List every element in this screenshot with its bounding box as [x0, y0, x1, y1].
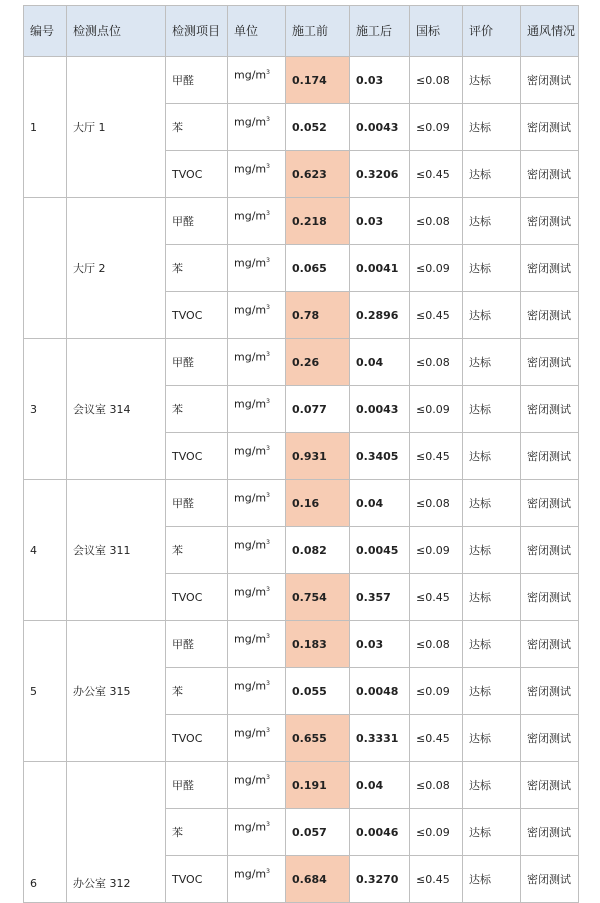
unit-text: mg/m — [234, 256, 267, 270]
before-value: 0.623 — [286, 151, 350, 198]
ventilation-value: 密闭测试 — [521, 386, 579, 433]
before-value: 0.057 — [286, 809, 350, 856]
unit-superscript: 3 — [266, 69, 270, 76]
unit-superscript: 3 — [266, 445, 270, 452]
unit-cell — [228, 292, 286, 339]
before-value: 0.26 — [286, 339, 350, 386]
table-row — [24, 198, 579, 245]
unit-superscript: 3 — [266, 586, 270, 593]
ventilation-value: 密闭测试 — [521, 433, 579, 480]
unit-cell — [228, 433, 286, 480]
standard-value: ≤0.09 — [410, 809, 463, 856]
after-value: 0.0048 — [350, 668, 410, 715]
unit-cell — [228, 245, 286, 292]
standard-value: ≤0.08 — [410, 198, 463, 245]
ventilation-value: 密闭测试 — [521, 245, 579, 292]
standard-value: ≤0.09 — [410, 245, 463, 292]
after-value: 0.03 — [350, 198, 410, 245]
unit-cell — [228, 198, 286, 245]
unit-cell — [228, 715, 286, 762]
ventilation-value: 密闭测试 — [521, 339, 579, 386]
before-value: 0.055 — [286, 668, 350, 715]
unit-superscript: 3 — [266, 210, 270, 217]
before-value: 0.754 — [286, 574, 350, 621]
before-value: 0.218 — [286, 198, 350, 245]
item-cell: TVOC — [166, 433, 228, 480]
unit-text: mg/m — [234, 632, 267, 646]
evaluation-value: 达标 — [463, 762, 521, 809]
header-unit: 单位 — [228, 6, 286, 57]
unit-cell — [228, 151, 286, 198]
item-cell: 甲醛 — [166, 762, 228, 809]
ventilation-value: 密闭测试 — [521, 809, 579, 856]
evaluation-value: 达标 — [463, 856, 521, 903]
unit-superscript: 3 — [266, 727, 270, 734]
row-number: 3 — [24, 339, 67, 480]
table-row — [24, 762, 579, 809]
location-cell: 会议室 311 — [67, 480, 166, 621]
evaluation-value: 达标 — [463, 151, 521, 198]
unit-text: mg/m — [234, 867, 267, 881]
unit-text: mg/m — [234, 491, 267, 505]
before-value: 0.684 — [286, 856, 350, 903]
before-value: 0.077 — [286, 386, 350, 433]
before-value: 0.931 — [286, 433, 350, 480]
after-value: 0.357 — [350, 574, 410, 621]
unit-superscript: 3 — [266, 633, 270, 640]
table-row — [24, 339, 579, 386]
air-quality-table — [23, 5, 579, 903]
unit-superscript: 3 — [266, 398, 270, 405]
after-value: 0.0046 — [350, 809, 410, 856]
table-row — [24, 621, 579, 668]
table-row — [24, 57, 579, 104]
header-standard: 国标 — [410, 6, 463, 57]
item-cell: 苯 — [166, 668, 228, 715]
item-cell: 苯 — [166, 386, 228, 433]
evaluation-value: 达标 — [463, 433, 521, 480]
row-number: 4 — [24, 480, 67, 621]
standard-value: ≤0.08 — [410, 621, 463, 668]
header-location: 检测点位 — [67, 6, 166, 57]
unit-text: mg/m — [234, 303, 267, 317]
before-value: 0.065 — [286, 245, 350, 292]
unit-superscript: 3 — [266, 492, 270, 499]
after-value: 0.0043 — [350, 386, 410, 433]
header-evaluation: 评价 — [463, 6, 521, 57]
item-cell: 苯 — [166, 104, 228, 151]
standard-value: ≤0.08 — [410, 762, 463, 809]
ventilation-value: 密闭测试 — [521, 480, 579, 527]
unit-cell — [228, 668, 286, 715]
after-value: 0.03 — [350, 57, 410, 104]
after-value: 0.04 — [350, 762, 410, 809]
row-number: 1 — [24, 57, 67, 198]
after-value: 0.3405 — [350, 433, 410, 480]
unit-cell — [228, 574, 286, 621]
header-no: 编号 — [24, 6, 67, 57]
before-value: 0.052 — [286, 104, 350, 151]
item-cell: 苯 — [166, 245, 228, 292]
evaluation-value: 达标 — [463, 386, 521, 433]
unit-superscript: 3 — [266, 304, 270, 311]
unit-text: mg/m — [234, 820, 267, 834]
standard-value: ≤0.45 — [410, 856, 463, 903]
evaluation-value: 达标 — [463, 104, 521, 151]
standard-value: ≤0.09 — [410, 104, 463, 151]
unit-cell — [228, 339, 286, 386]
unit-superscript: 3 — [266, 539, 270, 546]
unit-cell — [228, 480, 286, 527]
standard-value: ≤0.08 — [410, 480, 463, 527]
row-number — [24, 198, 67, 339]
item-cell: TVOC — [166, 715, 228, 762]
unit-text: mg/m — [234, 585, 267, 599]
before-value: 0.78 — [286, 292, 350, 339]
evaluation-value: 达标 — [463, 621, 521, 668]
ventilation-value: 密闭测试 — [521, 292, 579, 339]
after-value: 0.04 — [350, 339, 410, 386]
standard-value: ≤0.45 — [410, 433, 463, 480]
before-value: 0.191 — [286, 762, 350, 809]
unit-cell — [228, 762, 286, 809]
location-cell: 会议室 314 — [67, 339, 166, 480]
header-item: 检测项目 — [166, 6, 228, 57]
after-value: 0.3331 — [350, 715, 410, 762]
unit-text: mg/m — [234, 538, 267, 552]
row-number: 6 — [24, 762, 67, 903]
unit-superscript: 3 — [266, 116, 270, 123]
unit-cell — [228, 809, 286, 856]
evaluation-value: 达标 — [463, 527, 521, 574]
evaluation-value: 达标 — [463, 292, 521, 339]
standard-value: ≤0.09 — [410, 668, 463, 715]
after-value: 0.3270 — [350, 856, 410, 903]
item-cell: 甲醛 — [166, 339, 228, 386]
ventilation-value: 密闭测试 — [521, 621, 579, 668]
standard-value: ≤0.08 — [410, 339, 463, 386]
item-cell: 甲醛 — [166, 621, 228, 668]
standard-value: ≤0.45 — [410, 574, 463, 621]
after-value: 0.0041 — [350, 245, 410, 292]
unit-cell — [228, 856, 286, 903]
unit-superscript: 3 — [266, 774, 270, 781]
unit-text: mg/m — [234, 209, 267, 223]
unit-cell — [228, 527, 286, 574]
evaluation-value: 达标 — [463, 715, 521, 762]
after-value: 0.04 — [350, 480, 410, 527]
ventilation-value: 密闭测试 — [521, 104, 579, 151]
item-cell: 苯 — [166, 527, 228, 574]
before-value: 0.655 — [286, 715, 350, 762]
unit-superscript: 3 — [266, 821, 270, 828]
standard-value: ≤0.45 — [410, 715, 463, 762]
unit-cell — [228, 104, 286, 151]
header-ventilation: 通风情况 — [521, 6, 579, 57]
evaluation-value: 达标 — [463, 574, 521, 621]
unit-text: mg/m — [234, 68, 267, 82]
after-value: 0.03 — [350, 621, 410, 668]
header-after: 施工后 — [350, 6, 410, 57]
evaluation-value: 达标 — [463, 339, 521, 386]
evaluation-value: 达标 — [463, 668, 521, 715]
unit-text: mg/m — [234, 444, 267, 458]
before-value: 0.082 — [286, 527, 350, 574]
ventilation-value: 密闭测试 — [521, 527, 579, 574]
unit-text: mg/m — [234, 115, 267, 129]
item-cell: TVOC — [166, 151, 228, 198]
unit-cell — [228, 57, 286, 104]
item-cell: TVOC — [166, 856, 228, 903]
location-cell: 办公室 312 — [67, 762, 166, 903]
unit-superscript: 3 — [266, 868, 270, 875]
unit-text: mg/m — [234, 726, 267, 740]
standard-value: ≤0.45 — [410, 292, 463, 339]
unit-superscript: 3 — [266, 680, 270, 687]
table-body — [24, 57, 579, 903]
standard-value: ≤0.08 — [410, 57, 463, 104]
evaluation-value: 达标 — [463, 57, 521, 104]
ventilation-value: 密闭测试 — [521, 762, 579, 809]
location-cell: 大厅 1 — [67, 57, 166, 198]
after-value: 0.0045 — [350, 527, 410, 574]
unit-superscript: 3 — [266, 257, 270, 264]
unit-text: mg/m — [234, 679, 267, 693]
unit-cell — [228, 621, 286, 668]
unit-superscript: 3 — [266, 351, 270, 358]
unit-text: mg/m — [234, 162, 267, 176]
header-before: 施工前 — [286, 6, 350, 57]
evaluation-value: 达标 — [463, 198, 521, 245]
item-cell: 甲醛 — [166, 480, 228, 527]
header-row — [24, 6, 579, 57]
evaluation-value: 达标 — [463, 245, 521, 292]
item-cell: 苯 — [166, 809, 228, 856]
standard-value: ≤0.09 — [410, 527, 463, 574]
after-value: 0.2896 — [350, 292, 410, 339]
ventilation-value: 密闭测试 — [521, 856, 579, 903]
item-cell: TVOC — [166, 292, 228, 339]
ventilation-value: 密闭测试 — [521, 57, 579, 104]
evaluation-value: 达标 — [463, 480, 521, 527]
ventilation-value: 密闭测试 — [521, 668, 579, 715]
row-number: 5 — [24, 621, 67, 762]
unit-cell — [228, 386, 286, 433]
ventilation-value: 密闭测试 — [521, 715, 579, 762]
after-value: 0.3206 — [350, 151, 410, 198]
evaluation-value: 达标 — [463, 809, 521, 856]
unit-superscript: 3 — [266, 163, 270, 170]
ventilation-value: 密闭测试 — [521, 574, 579, 621]
unit-text: mg/m — [234, 397, 267, 411]
standard-value: ≤0.45 — [410, 151, 463, 198]
item-cell: 甲醛 — [166, 198, 228, 245]
standard-value: ≤0.09 — [410, 386, 463, 433]
unit-text: mg/m — [234, 350, 267, 364]
before-value: 0.174 — [286, 57, 350, 104]
ventilation-value: 密闭测试 — [521, 151, 579, 198]
table-row — [24, 480, 579, 527]
unit-text: mg/m — [234, 773, 267, 787]
location-cell: 大厅 2 — [67, 198, 166, 339]
before-value: 0.16 — [286, 480, 350, 527]
item-cell: 甲醛 — [166, 57, 228, 104]
after-value: 0.0043 — [350, 104, 410, 151]
ventilation-value: 密闭测试 — [521, 198, 579, 245]
location-cell: 办公室 315 — [67, 621, 166, 762]
before-value: 0.183 — [286, 621, 350, 668]
item-cell: TVOC — [166, 574, 228, 621]
